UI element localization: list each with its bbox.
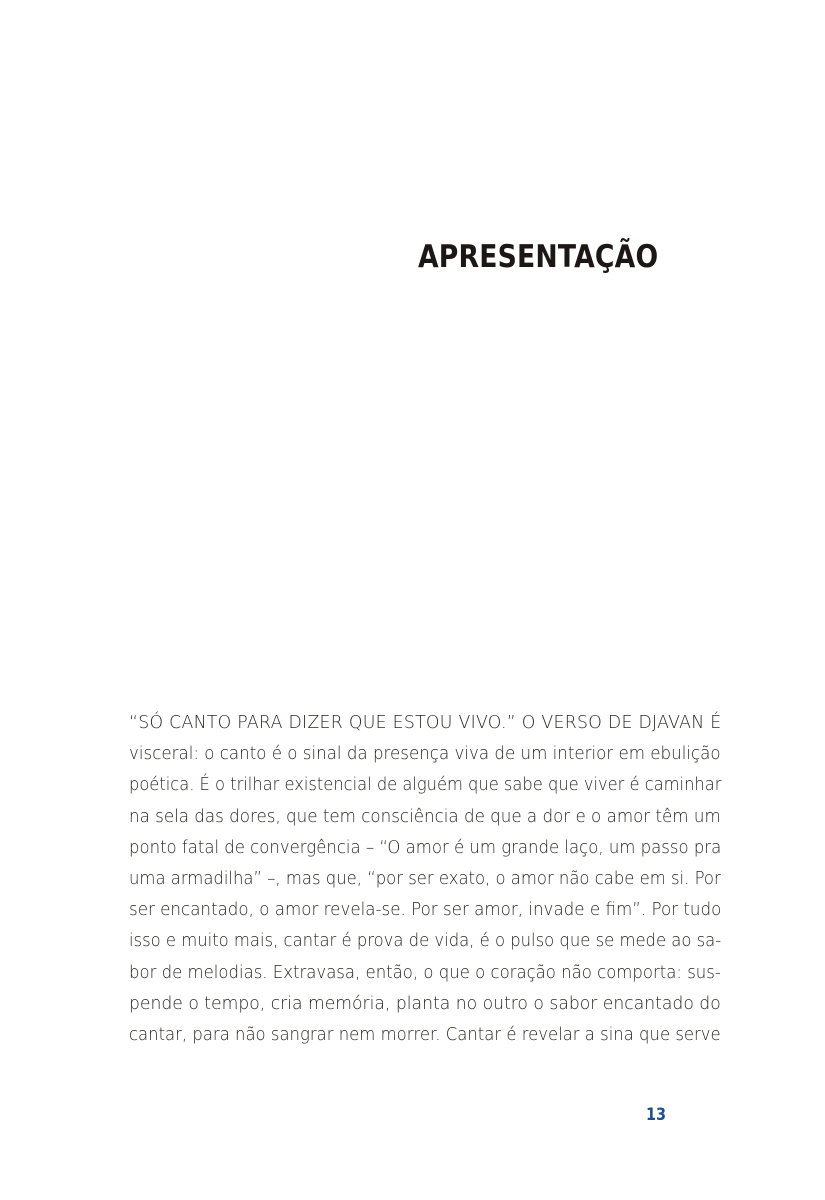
text-line: isso e muito mais, cantar é prova de vida, é o pulso que se mede ao sa- <box>129 930 722 952</box>
page-number: 13 <box>646 1105 667 1125</box>
text-line: visceral: o canto é o sinal da presença viva de um interior em ebulição <box>129 743 721 765</box>
text-line: ser encantado, o amor revela-se. Por ser amor, invade e fim”. Por tudo <box>129 899 722 921</box>
text-line: poética. É o trilhar existencial de alguém que sabe que viver é caminhar <box>129 774 722 796</box>
text-line: na sela das dores, que tem consciência de que a dor e o amor têm um <box>129 805 721 827</box>
chapter-title: APRESENTAÇÃO <box>418 239 659 275</box>
text-line: cantar, para não sangrar nem morrer. Cantar é revelar a sina que serve <box>129 1023 721 1045</box>
body-paragraph <box>129 707 721 1050</box>
text-line: “SÓ CANTO PARA DIZER QUE ESTOU VIVO.” O VERSO DE DJAVAN É <box>129 712 722 733</box>
text-line: ponto fatal de convergência – “O amor é um grande laço, um passo pra <box>129 836 722 858</box>
text-line: uma armadilha” –, mas que, “por ser exato, o amor não cabe em si. Por <box>129 867 721 889</box>
text-line: bor de melodias. Extravasa, então, o que o coração não comporta: sus- <box>129 961 721 983</box>
text-line: pende o tempo, cria memória, planta no outro o sabor encantado do <box>129 992 721 1014</box>
